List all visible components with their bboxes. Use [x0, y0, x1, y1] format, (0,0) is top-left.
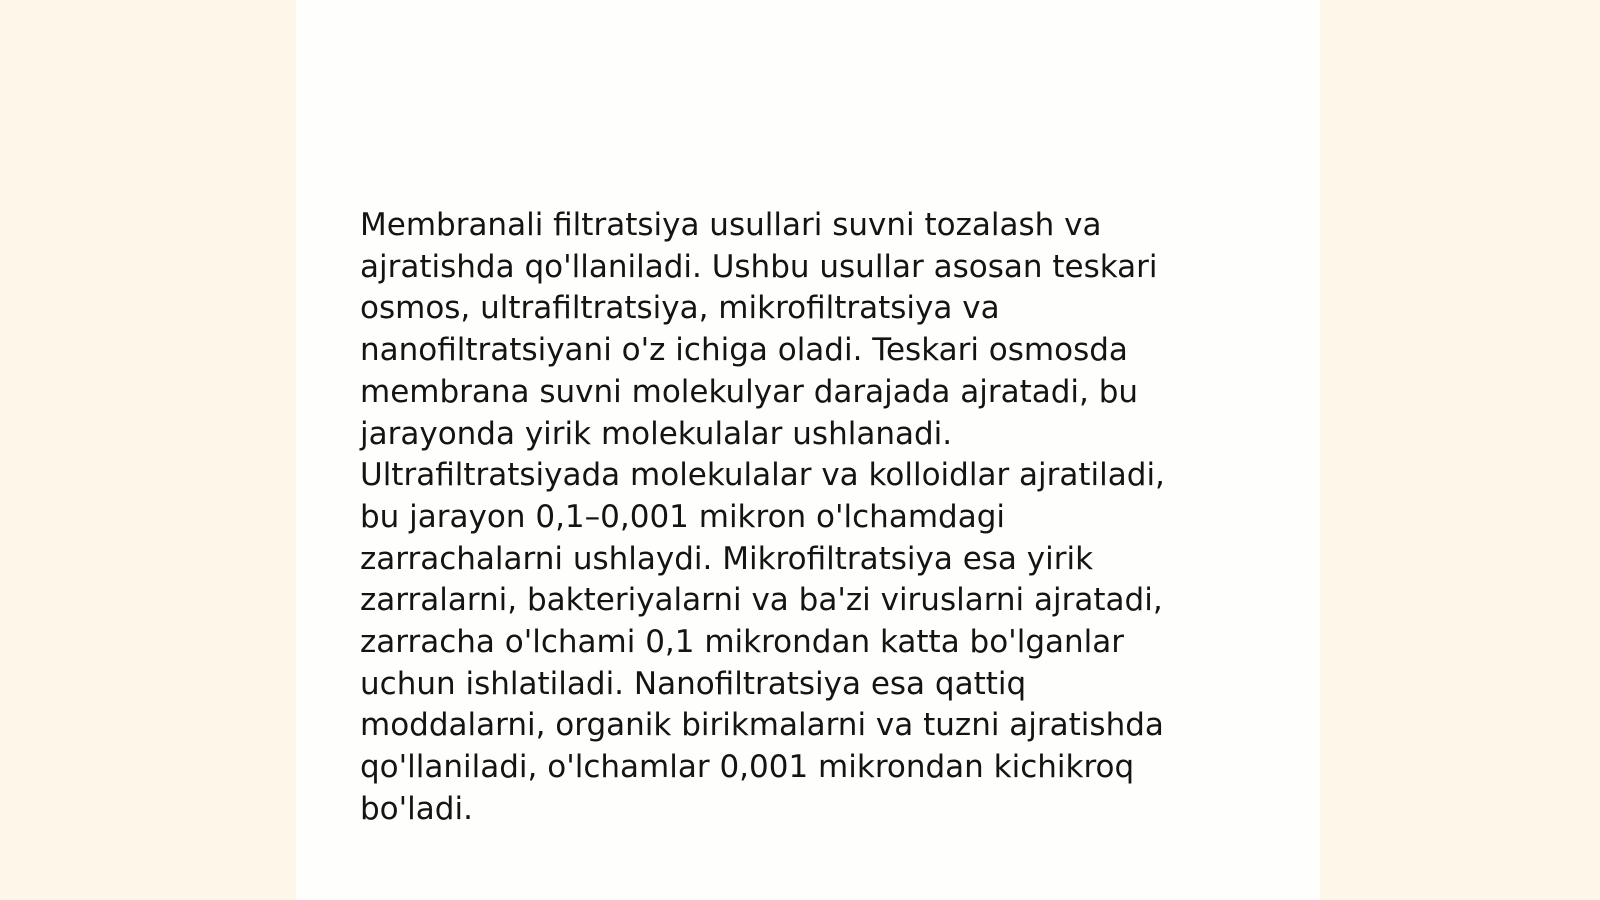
body-line: membrana suvni molekulyar darajada ajratadi, bu: [360, 373, 1139, 410]
body-line: bo'ladi.: [360, 790, 473, 827]
body-line: qo'llaniladi, o'lchamlar 0,001 mikrondan kichikroq: [360, 749, 1135, 786]
body-line: uchun ishlatiladi. Nanofiltratsiya esa qattiq: [360, 665, 1027, 702]
body-line: jarayonda yirik molekulalar ushlanadi.: [360, 415, 953, 452]
slide: [296, 0, 1320, 900]
body-line: moddalarni, organik birikmalarni va tuzni ajratishda: [360, 707, 1164, 744]
body-line: zarralarni, bakteriyalarni va ba'zi viruslarni ajratadi,: [360, 582, 1163, 619]
body-line: Ultrafiltratsiyada molekulalar va kolloidlar ajratiladi,: [360, 457, 1165, 494]
body-line: zarracha o'lchami 0,1 mikrondan katta bo'lganlar: [360, 624, 1124, 661]
body-line: zarrachalarni ushlaydi. Mikrofiltratsiya esa yirik: [360, 540, 1094, 577]
body-line: nanofiltratsiyani o'z ichiga oladi. Teskari osmosda: [360, 332, 1128, 369]
body-line: osmos, ultrafiltratsiya, mikrofiltratsiya va: [360, 290, 1000, 327]
body-line: ajratishda qo'llaniladi. Ushbu usullar asosan teskari: [360, 248, 1158, 285]
body-line: Membranali filtratsiya usullari suvni tozalash va: [360, 207, 1102, 243]
slide-body-text: [360, 205, 1220, 831]
body-line: bu jarayon 0,1–0,001 mikron o'lchamdagi: [360, 498, 1005, 535]
